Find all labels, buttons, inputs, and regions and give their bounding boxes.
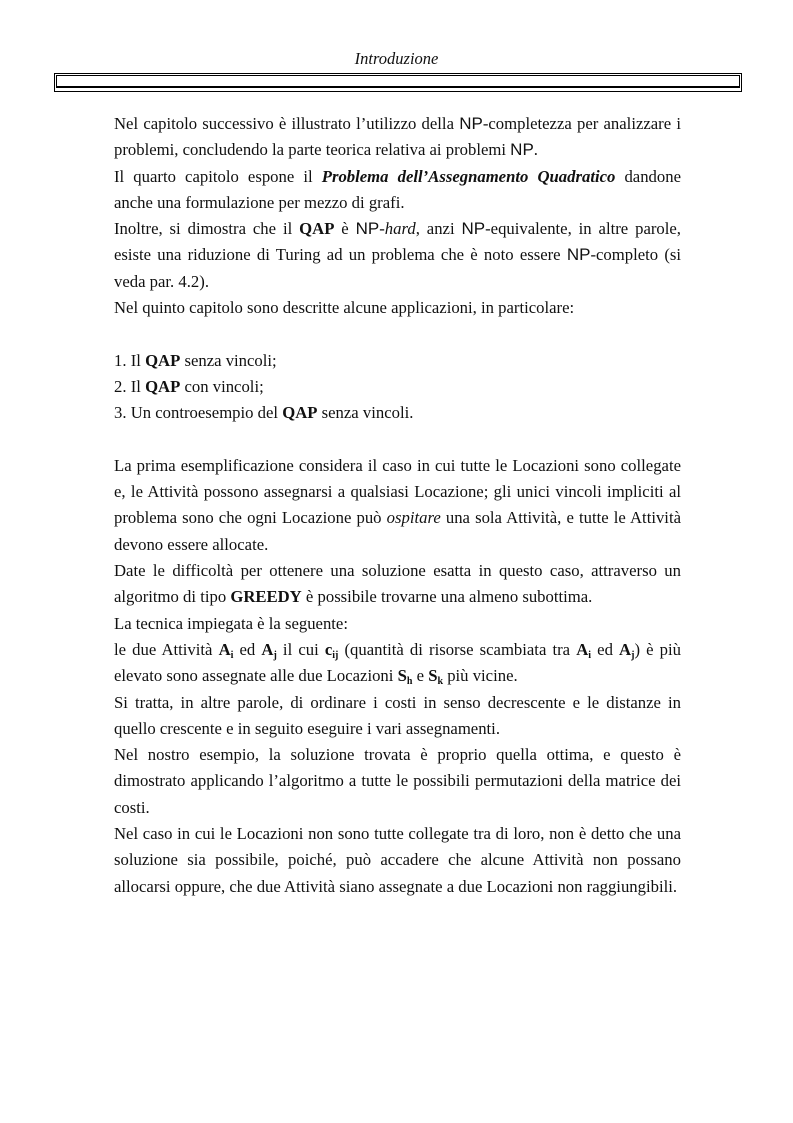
p3-text: Inoltre, si dimostra che il bbox=[114, 219, 300, 239]
running-header-title: Introduzione bbox=[354, 49, 439, 68]
greedy-term: GREEDY bbox=[230, 587, 302, 607]
p3-text: , anzi bbox=[415, 219, 462, 239]
qap-title-emphasis: Problema dell’Assegnamento Quadratico bbox=[321, 166, 616, 186]
np-symbol: NP bbox=[461, 219, 486, 239]
np-symbol: NP bbox=[510, 140, 534, 160]
activity-symbol: $A_i$ bbox=[576, 639, 592, 661]
list-item-text: senza vincoli; bbox=[180, 350, 277, 370]
qap-term: QAP bbox=[282, 403, 318, 423]
list-item-text: con vincoli; bbox=[180, 376, 264, 396]
page-body bbox=[114, 111, 681, 900]
ospitare-term: ospitare bbox=[386, 508, 441, 528]
paragraph-5 bbox=[114, 453, 681, 558]
activity-symbol: $A_i$ bbox=[218, 639, 234, 661]
paragraph-6 bbox=[114, 558, 681, 611]
location-symbol: $S_h$ bbox=[397, 666, 413, 688]
activity-symbol: $A_j$ bbox=[261, 639, 277, 661]
list-item-text: senza vincoli. bbox=[317, 403, 414, 423]
paragraph-1 bbox=[114, 111, 681, 164]
header-inner-rule bbox=[56, 75, 740, 88]
list-item-2 bbox=[114, 374, 681, 400]
p6-text: Date le difficoltà per ottenere una soluzione esatta in questo caso, attraverso un algoritmo di tipo bbox=[114, 561, 681, 607]
qap-term: QAP bbox=[145, 376, 181, 396]
p8-text: e bbox=[412, 666, 429, 686]
p5-text: una sola Attività, e tutte le Attività devono essere allocate. bbox=[114, 508, 681, 554]
np-symbol: NP bbox=[459, 114, 483, 133]
p8-text: (quantità di risorse scambiata tra bbox=[338, 639, 577, 659]
p2-text: dandone anche una formulazione per mezzo di grafi. bbox=[114, 166, 681, 212]
paragraph-2 bbox=[114, 164, 681, 217]
p8-text: il cui bbox=[276, 639, 325, 659]
paragraph-9: Si tratta, in altre parole, di ordinare i costi in senso decrescente e le distanze in quello crescente e in seguito eseguire i vari assegnamenti. bbox=[114, 692, 681, 738]
p3-text: -completo (si veda par. 4.2). bbox=[114, 245, 682, 291]
p2-text: Il quarto capitolo espone il bbox=[114, 166, 322, 186]
blank-line bbox=[114, 427, 681, 453]
qap-term: QAP bbox=[299, 219, 335, 239]
np-symbol: NP bbox=[566, 245, 591, 265]
hard-term: -hard bbox=[379, 219, 416, 239]
list-item-3 bbox=[114, 400, 681, 426]
p6-text: è possibile trovarne una almeno subottima. bbox=[301, 587, 593, 607]
blank-line bbox=[114, 321, 681, 347]
np-symbol: NP bbox=[355, 219, 380, 239]
p3-text: -equivalente, in altre parole, esiste una riduzione di Turing ad un problema che è noto essere bbox=[114, 219, 681, 265]
list-item-text: 2. Il bbox=[114, 376, 146, 396]
p3-text: è bbox=[334, 219, 356, 239]
p8-text: ed bbox=[591, 639, 620, 659]
paragraph-7: La tecnica impiegata è la seguente: bbox=[114, 613, 348, 633]
qap-term: QAP bbox=[145, 350, 181, 370]
header-double-rule bbox=[54, 73, 742, 92]
p1-text: . bbox=[533, 140, 538, 160]
paragraph-4: Nel quinto capitolo sono descritte alcune applicazioni, in particolare: bbox=[114, 298, 575, 318]
p8-text: ) è più elevato sono assegnate alle due Locazioni bbox=[114, 639, 681, 686]
cost-symbol: $c_{ij}$ bbox=[324, 639, 339, 661]
paragraph-8 bbox=[114, 637, 681, 690]
paragraph-3 bbox=[114, 216, 681, 295]
p8-text: ed bbox=[233, 639, 262, 659]
p5-text: La prima esemplificazione considera il caso in cui tutte le Locazioni sono collegate e, le Attività possono assegnarsi a qualsiasi Locazione; gli unici vincoli impliciti al problema sono che ogni Locazione può bbox=[114, 455, 681, 528]
list-item-1 bbox=[114, 348, 681, 374]
paragraph-11: Nel caso in cui le Locazioni non sono tutte collegate tra di loro, non è detto che una soluzione sia possibile, poiché, può accadere che alcune Attività non possano allocarsi oppure, che due Attività siano assegnate a due Locazioni non raggiungibili. bbox=[114, 824, 681, 896]
p1-text: -completezza per analizzare i problemi, concludendo la parte teorica relativa ai problemi bbox=[114, 114, 681, 160]
list-item-text: 3. Un controesempio del bbox=[114, 403, 283, 423]
p1-text: Nel capitolo successivo è illustrato l’utilizzo della bbox=[114, 114, 460, 133]
list-item-text: 1. Il bbox=[114, 350, 146, 370]
p8-text: più vicine. bbox=[443, 666, 518, 686]
p8-text: le due Attività bbox=[114, 639, 219, 659]
activity-symbol: $A_j$ bbox=[619, 639, 635, 661]
location-symbol: $S_k$ bbox=[428, 666, 444, 688]
paragraph-10: Nel nostro esempio, la soluzione trovata è proprio quella ottima, e questo è dimostrato applicando l’algoritmo a tutte le possibili permutazioni della matrice dei costi. bbox=[114, 745, 681, 817]
